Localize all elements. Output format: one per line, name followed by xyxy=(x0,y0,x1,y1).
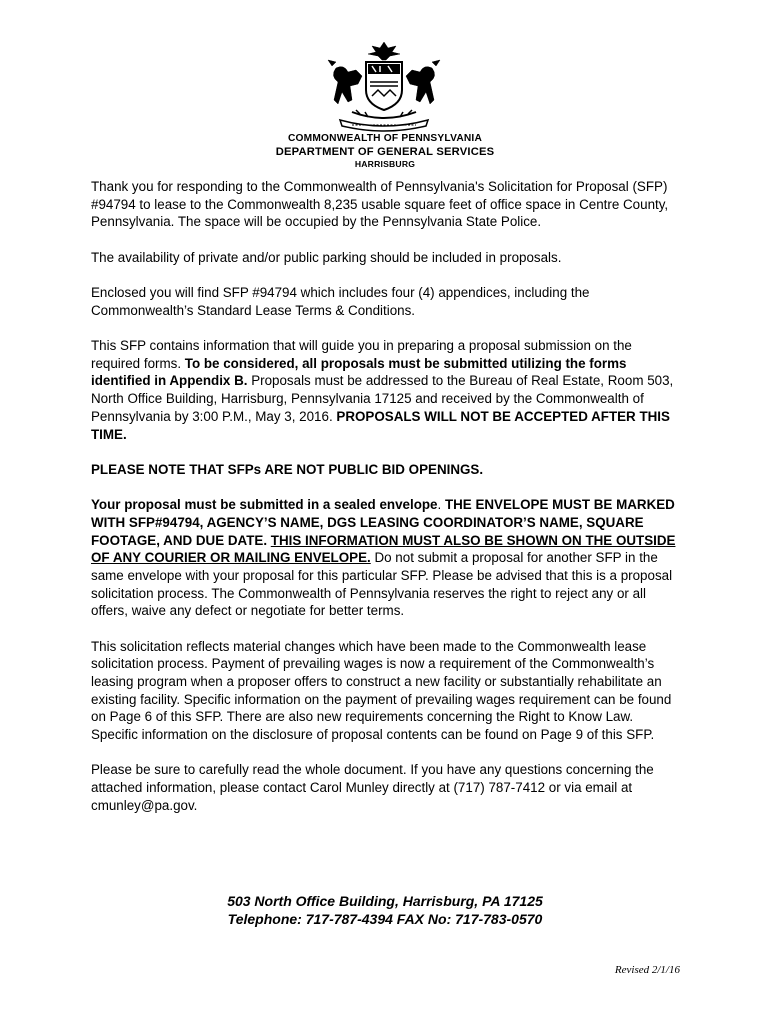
envelope-period: . xyxy=(437,497,445,513)
paragraph-parking: The availability of private and/or public parking should be included in proposals. xyxy=(91,249,562,265)
envelope-text: Do not submit a proposal for another SFP in the same envelope with your proposal for this particular SFP. Please be advised that this is a proposal solicitation process. The Commonwealth of Pennsylvania reserves the right to reject any or all offers, waive any defect or negotiate for better terms. xyxy=(91,550,673,619)
paragraph-public-bid-note: PLEASE NOTE THAT SFPs ARE NOT PUBLIC BID OPENINGS. xyxy=(91,461,484,477)
paragraph-envelope xyxy=(91,496,683,620)
letter-body xyxy=(91,178,683,832)
letterhead-commonwealth: COMMONWEALTH OF PENNSYLVANIA xyxy=(287,133,483,144)
envelope-sealed: Your proposal must be submitted in a sealed envelope xyxy=(91,497,438,513)
submission-text-1: This SFP contains information that will guide you in preparing a proposal submission on the required forms. xyxy=(91,338,632,371)
paragraph-submission xyxy=(91,337,683,443)
envelope-marking: THE ENVELOPE MUST BE MARKED WITH SFP#94794, AGENCY’S NAME, DGS LEASING COORDINATOR’S NAME, SQUARE FOOTAGE, AND DUE DATE. xyxy=(91,497,675,548)
letterhead-department: DEPARTMENT OF GENERAL SERVICES xyxy=(275,146,495,158)
paragraph-intro: Thank you for responding to the Commonwealth of Pennsylvania's Solicitation for Proposal (SFP) #94794 to lease to the Commonwealth 8,235 usable square feet of office space in Centre County, Pennsylvania. The space will be occupied by the Pennsylvania State Police. xyxy=(91,179,669,230)
revision-note: Revised 2/1/16 xyxy=(614,964,680,976)
footer-address: 503 North Office Building, Harrisburg, PA 17125 xyxy=(227,893,543,909)
letterhead-city: HARRISBURG xyxy=(354,159,416,169)
submission-text-2: Proposals must be addressed to the Bureau of Real Estate, Room 503, North Office Building, Harrisburg, Pennsylvania 17125 and received by the Commonwealth of Pennsylvania by 3:00 P.M., May 3, 2016. xyxy=(91,373,674,424)
envelope-courier-note: THIS INFORMATION MUST ALSO BE SHOWN ON THE OUTSIDE OF ANY COURIER OR MAILING ENVELOPE. xyxy=(91,532,676,566)
submission-requirement: To be considered, all proposals must be submitted utilizing the forms identified in Appendix B. xyxy=(91,355,627,389)
footer-phone: Telephone: 717-787-4394 FAX No: 717-783-0570 xyxy=(227,911,543,927)
paragraph-contact: Please be sure to carefully read the whole document. If you have any questions concerning the attached information, please contact Carol Munley directly at (717) 787-7412 or via email at cmunley@pa.gov. xyxy=(91,762,654,813)
paragraph-material-changes: This solicitation reflects material changes which have been made to the Commonwealth lease solicitation process. Payment of prevailing wages is now a requirement of the Commonwealth’s leasing program when a proposer offers to construct a new facility or substantially rehabilitate an existing facility. Specific information on the payment of prevailing wages requirement can be found on Page 6 of this SFP. There are also new requirements concerning the Right to Know Law. Specific information on the disclosure of proposal contents can be found on Page 9 of this SFP. xyxy=(91,638,672,743)
deadline-warning: PROPOSALS WILL NOT BE ACCEPTED AFTER THIS TIME. xyxy=(91,408,670,442)
pennsylvania-coat-of-arms-icon xyxy=(322,40,446,132)
paragraph-enclosed: Enclosed you will find SFP #94794 which includes four (4) appendices, including the Commonwealth’s Standard Lease Terms & Conditions. xyxy=(91,285,590,318)
